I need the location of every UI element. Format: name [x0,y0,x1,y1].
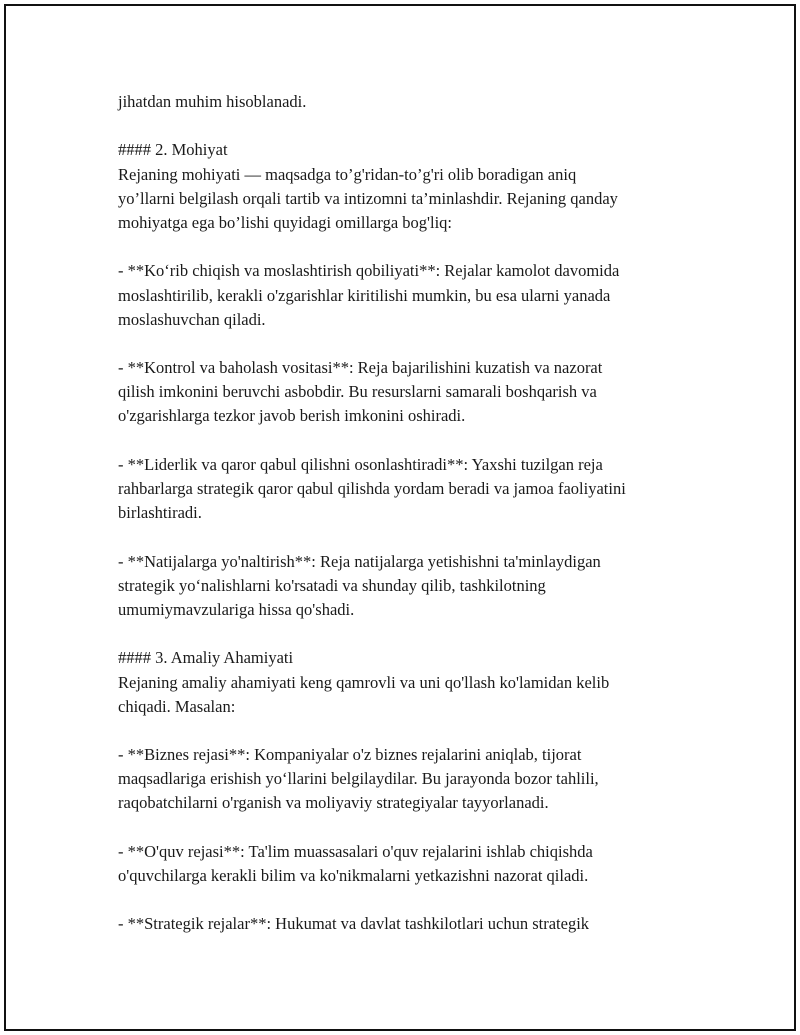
blank-line [118,622,698,646]
text-line: umumiymavzulariga hissa qo'shadi. [118,599,355,619]
blank-line [118,888,698,912]
text-line: maqsadlariga erishish yo‘llarini belgilaydilar. Bu jarayonda bozor tahlili, [118,769,599,789]
section-heading: #### 2. Mohiyat [118,140,228,160]
text-line: Rejaning mohiyati — maqsadga to’g'ridan-to’g'ri olib boradigan aniq [118,164,577,184]
blank-line [118,429,698,453]
text-line: yo’llarni belgilash orqali tartib va intizomni ta’minlashdir. Rejaning qanday [118,188,618,208]
blank-line [118,719,698,743]
text-line: moslashuvchan qiladi. [118,309,266,329]
text-line: jihatdan muhim hisoblanadi. [118,92,307,111]
text-line: - **Strategik rejalar**: Hukumat va davlat tashkilotlari uchun strategik [118,914,590,934]
text-line: chiqadi. Masalan: [118,696,236,716]
text-line: rahbarlarga strategik qaror qabul qilishda yordam beradi va jamoa faoliyatini [118,479,626,498]
text-line: - **Natijalarga yo'naltirish**: Reja natijalarga yetishishni ta'minlaydigan [118,551,601,571]
blank-line [118,332,698,356]
text-line: - **Liderlik va qaror qabul qilishni osonlashtiradi**: Yaxshi tuzilgan reja [118,454,603,474]
text-line: raqobatchilarni o'rganish va moliyaviy strategiyalar tayyorlanadi. [118,793,549,813]
text-line: strategik yo‘nalishlarni ko'rsatadi va shunday qilib, tashkilotning [118,575,546,595]
text-line: - **Ko‘rib chiqish va moslashtirish qobiliyati**: Rejalar kamolot davomida [118,261,620,281]
text-line: Rejaning amaliy ahamiyati keng qamrovli va uni qo'llash ko'lamidan kelib [118,672,610,692]
blank-line [118,235,698,259]
blank-line [118,114,698,138]
text-line: mohiyatga ega bo’lishi quyidagi omillarga bog'liq: [118,212,452,232]
blank-line [118,816,698,840]
document-body [118,90,698,937]
section-heading: #### 3. Amaliy Ahamiyati [118,648,294,668]
text-line: o'quvchilarga kerakli bilim va ko'nikmalarni yetkazishni nazorat qiladi. [118,866,589,885]
blank-line [118,525,698,549]
text-line: moslashtirilib, kerakli o'zgarishlar kiritilishi mumkin, bu esa ularni yanada [118,285,611,305]
text-line: - **Kontrol va baholash vositasi**: Reja bajarilishini kuzatish va nazorat [118,358,603,378]
text-line: - **Biznes rejasi**: Kompaniyalar o'z biznes rejalarini aniqlab, tijorat [118,745,582,765]
text-line: qilish imkonini beruvchi asbobdir. Bu resurslarni samarali boshqarish va [118,382,597,402]
text-line: o'zgarishlarga tezkor javob berish imkonini oshiradi. [118,406,466,426]
text-line: birlashtiradi. [118,503,202,523]
text-line: - **O'quv rejasi**: Ta'lim muassasalari o'quv rejalarini ishlab chiqishda [118,841,593,861]
